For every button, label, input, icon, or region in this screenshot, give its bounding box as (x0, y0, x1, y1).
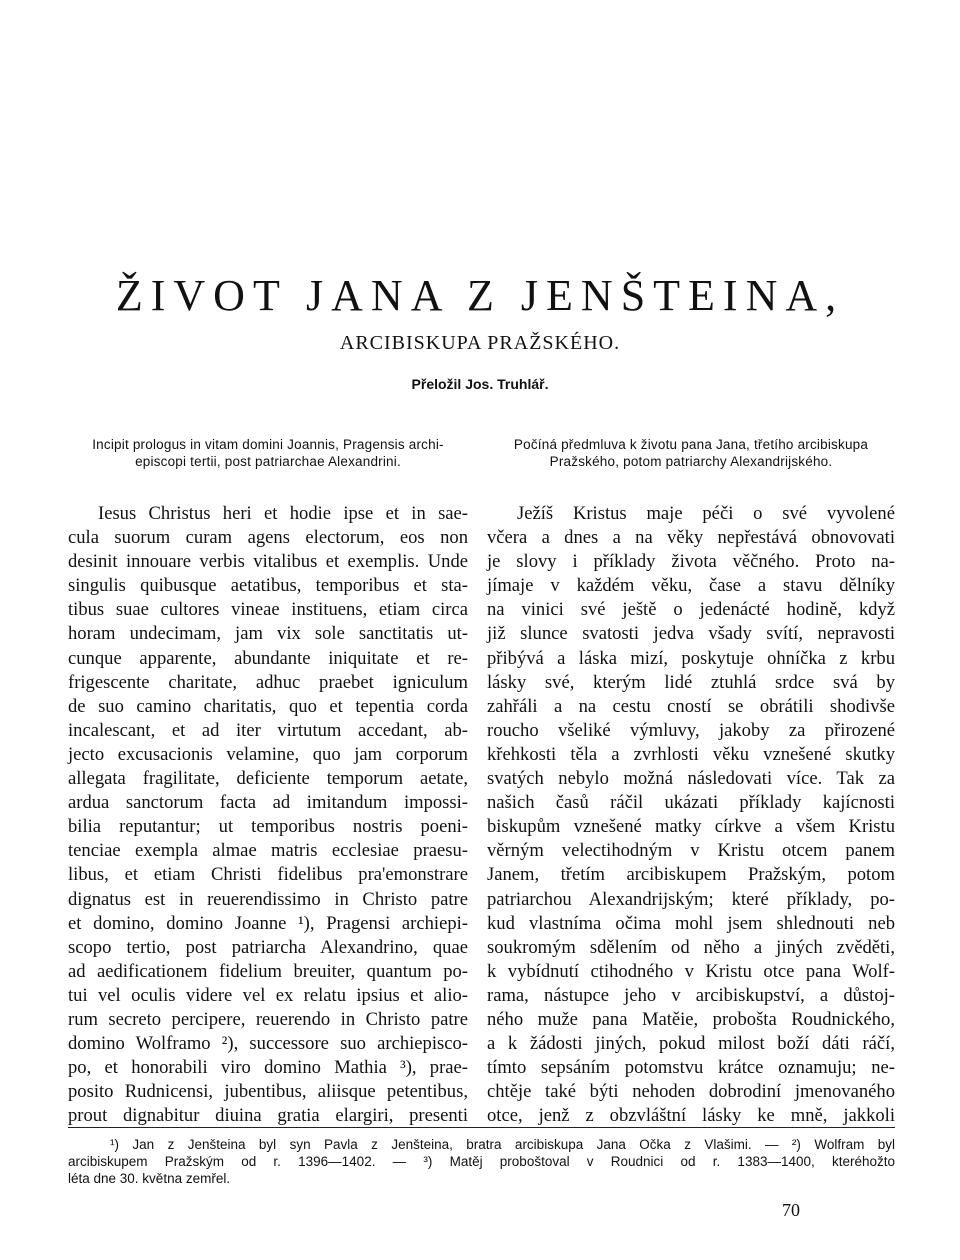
footnote-line: arcibiskupem Pražským od r. 1396—1402. — ³) Matěj proboštoval v Roudnici od r. 1383—1400, kteréhožto (68, 1154, 895, 1169)
czech-text-line: rama, nástupce jeho v arcibiskupství, a důstoj- (487, 984, 895, 1006)
czech-text-line: zahřáli a na cestu cností se obrátili shodivše (487, 695, 895, 717)
czech-prologue-line: Počíná předmluva k životu pana Jana, třetího arcibiskupa (513, 437, 869, 452)
footnote-line: léta dne 30. května zemřel. (68, 1171, 231, 1186)
czech-prologue-line: Pražského, potom patriarchy Alexandrijského. (549, 454, 833, 469)
translator-credit (0, 376, 960, 392)
latin-text-line: singulis quibusque aetatibus, temporibus et sta- (68, 575, 468, 597)
latin-text-line: tibus suae cultores vineae instituens, etiam circa (68, 599, 468, 621)
czech-text-line: a k žádosti jiných, pokud milost boží dáti ráčí, (487, 1033, 895, 1055)
latin-text-line: cunque apparente, abundante iniquitate et re- (68, 647, 468, 669)
czech-text-line: křehkosti těla a zvrhlosti věku vznešené skutky (487, 743, 895, 765)
latin-body-text (68, 502, 468, 1128)
czech-text-line: Janem, třetím arcibiskupem Pražským, potom (487, 864, 895, 886)
czech-prologue-heading (487, 436, 895, 470)
latin-text-line: domino Wolframo ²), successore suo archiepisco- (68, 1033, 468, 1055)
latin-text-line: cula suorum curam agens electorum, eos non (68, 527, 468, 549)
translator-name: Jos. Truhlář. (465, 376, 549, 392)
czech-text-line: již slunce svatosti jedva všady svítí, nepravosti (487, 623, 895, 645)
footnote-divider (68, 1127, 895, 1128)
czech-column (487, 436, 895, 1128)
latin-text-line: rum secreto percipere, reuerendo in Christo patre (68, 1008, 468, 1030)
latin-text-line: et domino, domino Joanne ¹), Pragensi archiepi- (68, 912, 468, 934)
latin-text-line: allegata fragilitate, deficiente temporum aetate, (68, 768, 468, 790)
czech-text-line: soukromým sdělením od něho a jiných zvěděti, (487, 936, 895, 958)
latin-text-line: dignatus est in reuerendissimo in Christo patre (68, 888, 468, 910)
czech-text-line: tímto sepsáním potomstvu krátce oznamuju; ne- (487, 1057, 895, 1079)
czech-body-text (487, 502, 895, 1128)
translator-prefix: Přeložil (411, 376, 462, 392)
czech-text-line: roucho všeliké výmluvy, jakoby za přirozené (487, 719, 895, 741)
page-title: ŽIVOT JANA Z JENŠTEINA, (115, 271, 845, 320)
latin-prologue-line: episcopi tertii, post patriarchae Alexandrini. (135, 454, 401, 469)
czech-text-line: našich časů ráčil ukázati příklady kajícnosti (487, 792, 895, 814)
footnotes (68, 1136, 895, 1187)
page-number: 70 (782, 1200, 800, 1220)
latin-text-line: bilia reputantur; ut temporibus nostris poeni- (68, 816, 468, 838)
latin-text-line: posito Rudnicensi, jubentibus, aliisque petentibus, (68, 1081, 468, 1103)
latin-text-line: Iesus Christus heri et hodie ipse et in sae- (98, 503, 468, 524)
latin-text-line: tui vel oculis videre vel ex relatu ipsius et alio- (68, 984, 468, 1006)
latin-text-line: desinit innouare verbis vitalibus et exemplis. Unde (68, 551, 468, 573)
czech-text-line: Ježíš Kristus maje péči o své vyvolené (517, 503, 895, 524)
latin-text-line: libus, et etiam Christi fidelibus pra'emonstrare (68, 864, 468, 886)
footnote-line: ¹) Jan z Jenšteina byl syn Pavla z Jenšteina, bratra arcibiskupa Jana Očka z Vlašimi. — ²) Wolfram byl (110, 1137, 895, 1152)
latin-text-line: incalescant, et ad iter virtutum accedant, ab- (68, 719, 468, 741)
czech-text-line: na vinici své ještě o jedenácté hodině, když (487, 599, 895, 621)
latin-text-line: po, et honorabili viro domino Mathia ³), prae- (68, 1057, 468, 1079)
latin-prologue-line: Incipit prologus in vitam domini Joannis, Pragensis archi- (92, 437, 444, 452)
page-subtitle: ARCIBISKUPA PRAŽSKÉHO. (339, 332, 621, 354)
latin-text-line: horam undecimam, jam vix sole sanctitatis ut- (68, 623, 468, 645)
czech-text-line: patriarchou Alexandrijským; které příklady, po- (487, 888, 895, 910)
latin-text-line: ad aedificationem fidelium breuiter, quantum po- (68, 960, 468, 982)
czech-text-line: je slovy i příklady života věčného. Proto na- (487, 551, 895, 573)
latin-text-line: ardua sanctorum facta ad imitandum impossi- (68, 792, 468, 814)
latin-text-line: de suo camino charitatis, quo et tepentia corda (68, 695, 468, 717)
czech-text-line: kud vlastníma očima mohl jsem shlednouti neb (487, 912, 895, 934)
czech-text-line: k vybídnutí ctihodného v Kristu otce pana Wolf- (487, 960, 895, 982)
latin-text-line: tenciae exempla almae matris ecclesiae praesu- (68, 840, 468, 862)
czech-text-line: lásky své, kterým lidé ztuhlá srdce svá by (487, 671, 895, 693)
czech-text-line: věrným velectihodným v Kristu otcem panem (487, 840, 895, 862)
czech-text-line: svatých nebylo možná následovati více. Tak za (487, 768, 895, 790)
czech-text-line: jímaje v každém věku, čase a stavu dělníky (487, 575, 895, 597)
czech-text-line: ného muže pana Matěie, probošta Roudnického, (487, 1008, 895, 1030)
latin-text-line: prout dignabitur diuina gratia elargiri, presenti (68, 1105, 468, 1127)
latin-text-line: jecto excusacionis velamine, quo jam corporum (68, 743, 468, 765)
czech-text-line: otce, jenž z obzvláštní lásky ke mně, jakkoli (487, 1105, 895, 1127)
latin-text-line: scopo tertio, post patriarcha Alexandrino, quae (68, 936, 468, 958)
czech-text-line: chtěje také býti nehoden dobrodiní jmenovaného (487, 1081, 895, 1103)
latin-prologue-heading (68, 436, 468, 470)
czech-text-line: biskupům vznešené matky církve a všem Kristu (487, 816, 895, 838)
latin-column (68, 436, 468, 1128)
czech-text-line: včera a dnes a na věky nepřestává obnovovati (487, 527, 895, 549)
latin-text-line: frigescente charitate, adhuc praebet igniculum (68, 671, 468, 693)
czech-text-line: přibývá a láska mizí, poskytuje ohníčka z krbu (487, 647, 895, 669)
